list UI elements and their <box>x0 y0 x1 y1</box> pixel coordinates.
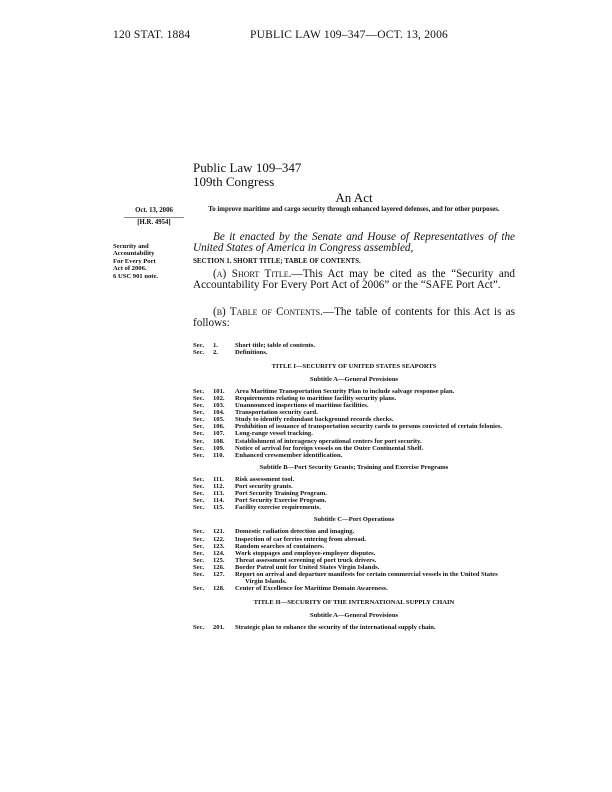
toc-sec-title: Transportation security card. <box>235 409 318 417</box>
toc-sec-title: Unannounced inspections of maritime facilities. <box>235 402 369 410</box>
toc-sec-label: Sec. <box>193 437 205 445</box>
toc-entry <box>193 395 515 402</box>
toc-sec-number: 126. <box>213 563 225 571</box>
toc-sec-number: 104. <box>213 409 225 417</box>
toc-sec-label: Sec. <box>193 444 205 452</box>
toc-subtitle-heading: Subtitle B—Port Security Grants; Training and Exercise Programs <box>259 463 449 471</box>
toc-entry <box>193 342 515 349</box>
toc-title-heading: TITLE II—SECURITY OF THE INTERNATIONAL SUPPLY CHAIN <box>253 598 455 606</box>
toc-subtitle-heading: Subtitle A—General Provisions <box>309 611 399 619</box>
toc-sec-number: 128. <box>213 585 225 593</box>
toc-sec-label: Sec. <box>193 490 205 498</box>
toc-entry <box>193 476 515 483</box>
toc-sec-number: 124. <box>213 549 225 557</box>
toc-sec-number: 108. <box>213 437 225 445</box>
toc-entry <box>193 409 515 416</box>
toc-sec-label: Sec. <box>193 430 205 438</box>
act-heading: An Act <box>335 190 373 205</box>
toc-sec-number: 112. <box>213 483 225 490</box>
toc-sec-title: Border Patrol unit for United States Virgin Islands. <box>235 563 380 571</box>
toc-sec-title: Definitions. <box>235 349 268 357</box>
toc-sec-label: Sec. <box>193 571 205 579</box>
toc-sec-number: 109. <box>213 444 225 452</box>
enacting-clause: Be it enacted by the Senate and House of Representatives of the United States of America in Congress assembled, <box>193 231 515 255</box>
toc-label: (b) Table of Contents. <box>213 306 323 318</box>
toc-entry <box>193 504 515 511</box>
congress: 109th Congress <box>193 174 275 189</box>
toc-sec-title: Study to identify redundant background records checks. <box>235 416 394 424</box>
toc-sec-label: Sec. <box>193 542 205 550</box>
toc-sec-title: Establishment of interagency operational centers for port security. <box>235 437 422 445</box>
toc-sec-label: Sec. <box>193 387 205 395</box>
toc-sec-title: Port security grants. <box>235 483 293 490</box>
toc-sec-label: Sec. <box>193 556 205 564</box>
margin-note-line: Accountability <box>113 250 155 258</box>
toc-entry <box>193 528 515 535</box>
toc-sec-title: Facility exercise requirements. <box>235 504 321 512</box>
short-title-label: (a) Short Title. <box>213 268 292 280</box>
toc-sec-number: 2. <box>213 349 218 357</box>
page-reference: 120 STAT. 1884 <box>113 29 191 41</box>
toc-sec-number: 102. <box>213 394 225 402</box>
toc-sec-number: 103. <box>213 402 225 410</box>
toc-sec-number: 123. <box>213 542 225 550</box>
act-purpose: To improve maritime and cargo security through enhanced layered defenses, and for other purposes. <box>208 206 500 213</box>
toc-sec-title: Short title; table of contents. <box>235 342 316 349</box>
toc-intro-text: —The table of contents for this Act is as follows: <box>193 306 516 330</box>
toc-sec-title: Inspection of car ferries entering from abroad. <box>235 535 366 543</box>
toc-sec-label: Sec. <box>193 535 205 543</box>
toc-sec-number: 110. <box>213 451 225 459</box>
toc-entry <box>193 571 515 585</box>
table-of-contents <box>193 342 515 631</box>
toc-sec-title: Center of Excellence for Maritime Domain Awareness. <box>235 585 388 593</box>
toc-title-heading: TITLE I—SECURITY OF UNITED STATES SEAPORTS <box>271 362 437 370</box>
toc-sec-label: Sec. <box>193 409 205 417</box>
toc-entry <box>193 349 515 356</box>
toc-sec-title: Domestic radiation detection and imaging. <box>235 528 355 536</box>
section-heading: SECTION 1. SHORT TITLE; TABLE OF CONTENTS. <box>193 257 361 265</box>
toc-sec-title: Prohibition of issuance of transportation security cards to persons convicted of certain felonies. <box>235 423 503 431</box>
toc-sec-title: Strategic plan to enhance the security of the international supply chain. <box>235 624 436 631</box>
toc-entry <box>193 430 515 437</box>
toc-sec-label: Sec. <box>193 394 205 402</box>
toc-sec-number: 125. <box>213 556 225 564</box>
toc-sec-number: 122. <box>213 535 225 543</box>
toc-sec-label: Sec. <box>193 624 205 631</box>
toc-sec-number: 105. <box>213 416 225 424</box>
toc-sec-title: Random searches of containers. <box>235 542 325 550</box>
toc-sec-number: 106. <box>213 423 225 431</box>
toc-sec-label: Sec. <box>193 342 205 349</box>
toc-sec-label: Sec. <box>193 402 205 410</box>
toc-entry <box>193 536 515 543</box>
toc-entry <box>193 483 515 490</box>
short-title-paragraph <box>193 269 515 292</box>
toc-entry <box>193 585 515 592</box>
toc-sec-title: Risk assessment tool. <box>235 475 295 483</box>
toc-entry <box>193 388 515 395</box>
toc-sec-number: 114. <box>213 497 225 505</box>
toc-entry <box>193 416 515 423</box>
toc-sec-label: Sec. <box>193 451 205 459</box>
toc-entry <box>193 497 515 504</box>
toc-sec-number: 111. <box>213 475 224 483</box>
toc-sec-number: 121. <box>213 528 225 536</box>
toc-entry <box>193 550 515 557</box>
toc-sec-number: 127. <box>213 571 225 579</box>
toc-intro-paragraph <box>193 307 515 330</box>
toc-entry <box>193 624 515 631</box>
short-title-text: —This Act may be cited as the “Security and Accountability For Every Port Act of 2006” or the “SAFE Port Act”. <box>193 268 516 292</box>
toc-sec-title: Report on arrival and departure manifests for certain commercial vessels in the United States Virgin Islands. <box>235 571 498 586</box>
toc-sec-number: 101. <box>213 387 225 395</box>
margin-divider <box>124 217 184 218</box>
toc-subtitle-heading: Subtitle C—Port Operations <box>313 516 395 524</box>
toc-sec-number: 113. <box>213 490 225 498</box>
enactment-date: Oct. 13, 2006 <box>135 207 173 214</box>
toc-entry <box>193 490 515 497</box>
toc-entry <box>193 543 515 550</box>
toc-sec-number: 115. <box>213 504 225 512</box>
toc-sec-title: Work stoppages and employee-employer disputes. <box>235 549 376 557</box>
toc-entry <box>193 402 515 409</box>
running-title: PUBLIC LAW 109–347—OCT. 13, 2006 <box>250 29 448 41</box>
toc-sec-title: Port Security Training Program. <box>235 490 327 498</box>
toc-sec-label: Sec. <box>193 349 205 357</box>
toc-sec-label: Sec. <box>193 416 205 424</box>
toc-sec-label: Sec. <box>193 504 205 512</box>
toc-sec-number: 201. <box>213 624 225 631</box>
toc-sec-title: Enhanced crewmember identification. <box>235 451 343 459</box>
toc-sec-label: Sec. <box>193 585 205 593</box>
toc-sec-title: Area Maritime Transportation Security Plan to include salvage response plan. <box>235 387 455 395</box>
margin-note-line: For Every Port <box>113 257 156 265</box>
toc-sec-label: Sec. <box>193 497 205 505</box>
toc-entry <box>193 445 515 452</box>
toc-sec-label: Sec. <box>193 475 205 483</box>
toc-sec-title: Long-range vessel tracking. <box>235 430 313 438</box>
toc-sec-number: 107. <box>213 430 225 438</box>
toc-entry <box>193 423 515 430</box>
margin-note-line: Act of 2006. <box>113 265 147 273</box>
toc-sec-label: Sec. <box>193 549 205 557</box>
toc-sec-number: 1. <box>213 342 218 349</box>
toc-sec-title: Threat assessment screening of port truck drivers. <box>235 556 377 564</box>
toc-sec-title: Requirements relating to maritime facility security plans. <box>235 394 397 402</box>
margin-note <box>113 243 191 280</box>
bill-number: [H.R. 4954] <box>137 219 171 226</box>
margin-note-line: Security and <box>113 243 149 250</box>
toc-sec-label: Sec. <box>193 563 205 571</box>
toc-entry <box>193 438 515 445</box>
public-law-number: Public Law 109–347 <box>193 160 302 175</box>
toc-entry <box>193 557 515 564</box>
toc-subtitle-heading: Subtitle A—General Provisions <box>309 375 399 383</box>
toc-entry <box>193 564 515 571</box>
toc-sec-title: Notice of arrival for foreign vessels on the Outer Continental Shelf. <box>235 444 424 452</box>
toc-sec-label: Sec. <box>193 528 205 536</box>
toc-sec-label: Sec. <box>193 423 205 431</box>
toc-sec-title: Port Security Exercise Program. <box>235 497 327 505</box>
toc-entry <box>193 452 515 459</box>
toc-sec-label: Sec. <box>193 483 205 490</box>
margin-note-line: 6 USC 901 note. <box>113 272 159 280</box>
